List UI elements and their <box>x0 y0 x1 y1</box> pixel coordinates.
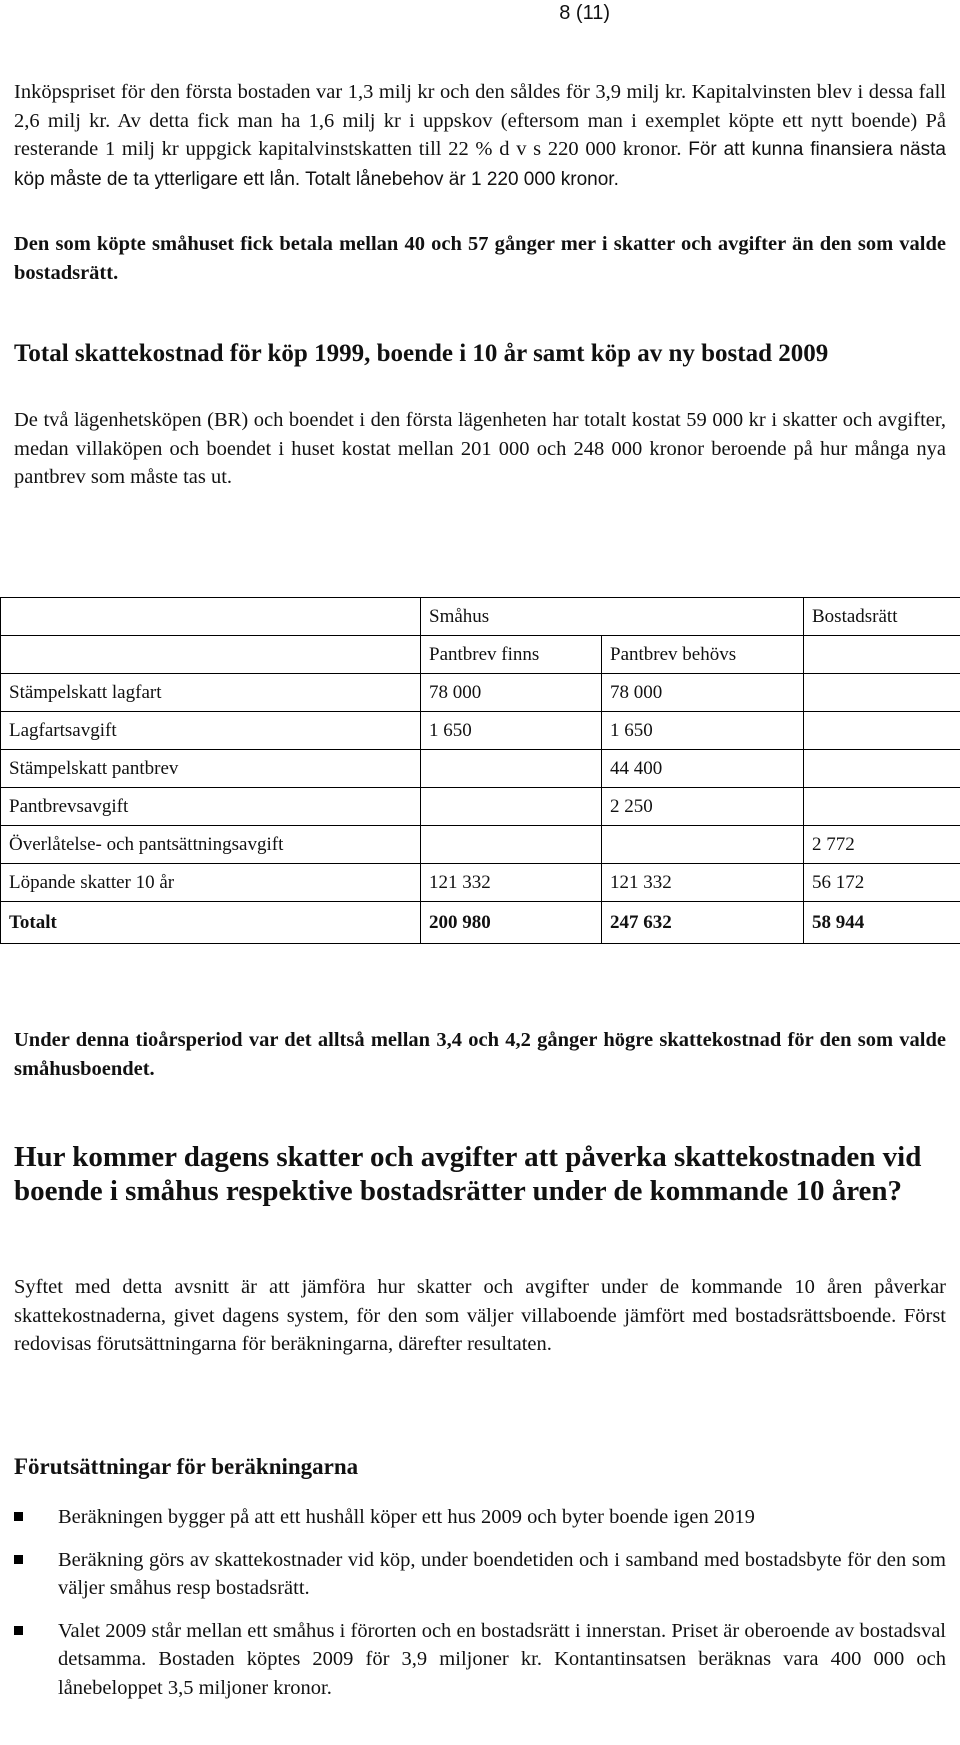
cell-finns <box>421 826 602 864</box>
total-br: 58 944 <box>804 902 960 944</box>
table-row <box>1 750 960 788</box>
cell-finns: 1 650 <box>421 712 602 750</box>
section-future-paragraph <box>14 1273 946 1359</box>
paragraph-text: Syftet med detta avsnitt är att jämföra hur skatter och avgifter under de kommande 10 åren påverkar skattekostnaderna, givet dagens system, för den som väljer villaboende jämfört med bostadsrättsboende. Först redovisas förutsättningarna för beräkningarna, därefter resultaten. <box>14 1276 946 1355</box>
tax-cost-table <box>0 597 960 944</box>
cell-br <box>804 788 960 826</box>
paragraph-text: De två lägenhetsköpen (BR) och boendet i den första lägenheten har totalt kostat 59 000 kr i skatter och avgifter, medan villaköpen och boendet i huset kostat mellan 201 000 och 248 000 kronor beroende på hur många nya pantbrev som måste tas ut. <box>14 409 946 488</box>
section-future-heading <box>14 1140 946 1208</box>
section-assumptions-heading <box>14 1453 946 1481</box>
cell-behovs: 121 332 <box>602 864 804 902</box>
intro-text-serif: Inköpspriset för den första bostaden var 1,3 milj kr och den såldes för 3,9 milj kr. Kapitalvinsten blev i dessa fall 2,6 milj kr. Av detta fick man ha 1,6 milj kr i uppskov (eftersom man i exemplet köpte ett nytt boende) På resterande 1 milj kr uppgick kapitalvinstskatten till 22 % d v s 220 000 kronor. <box>14 81 946 160</box>
total-label: Totalt <box>1 902 421 944</box>
table-row <box>1 788 960 826</box>
cell-behovs: 1 650 <box>602 712 804 750</box>
cell-br <box>804 750 960 788</box>
intro-text-sans: För att kunna finansiera nästa köp måste de ta ytterligare ett lån. Totalt lånebehov är 1 220 000 kronor. <box>14 139 946 190</box>
table-cell <box>602 598 804 636</box>
bullet-square-icon <box>14 1626 23 1635</box>
section-heading: Total skattekostnad för köp 1999, boende i 10 år samt köp av ny bostad 2009 <box>14 340 829 367</box>
list-item-text: Beräkning görs av skattekostnader vid köp, under boendetiden och i samband med bostadsbyte för den som väljer småhus resp bostadsrätt. <box>58 1548 946 1599</box>
table-row <box>1 826 960 864</box>
cell-behovs: 2 250 <box>602 788 804 826</box>
cell-finns <box>421 788 602 826</box>
table-header-row <box>1 598 960 636</box>
table-row <box>1 864 960 902</box>
list-item-text: Beräkningen bygger på att ett hushåll köper ett hus 2009 och byter boende igen 2019 <box>58 1506 755 1528</box>
table-total-row <box>1 902 960 944</box>
conclusion <box>14 1026 946 1083</box>
list-item <box>14 1503 946 1532</box>
section-total-heading <box>14 338 946 370</box>
table-cell <box>1 636 421 674</box>
subheader-pantbrev-behovs: Pantbrev behövs <box>602 636 804 674</box>
section-heading: Förutsättningar för beräkningarna <box>14 1454 359 1479</box>
conclusion-text: Under denna tioårsperiod var det alltså mellan 3,4 och 4,2 gånger högre skattekostnad för den som valde småhusboendet. <box>14 1029 946 1080</box>
cell-br: 56 172 <box>804 864 960 902</box>
row-label: Pantbrevsavgift <box>1 788 421 826</box>
bullet-square-icon <box>14 1555 23 1564</box>
table-cell <box>1 598 421 636</box>
bold-statement-text: Den som köpte småhuset fick betala mellan 40 och 57 gånger mer i skatter och avgifter än den som valde bostadsrätt. <box>14 233 946 284</box>
row-label: Stämpelskatt lagfart <box>1 674 421 712</box>
total-finns: 200 980 <box>421 902 602 944</box>
section-total-paragraph <box>14 406 946 492</box>
row-label: Stämpelskatt pantbrev <box>1 750 421 788</box>
list-item <box>14 1546 946 1603</box>
table-cell <box>804 636 960 674</box>
table-row <box>1 674 960 712</box>
header-bostadsratt: Bostadsrätt <box>804 598 960 636</box>
cell-finns <box>421 750 602 788</box>
table-subheader-row <box>1 636 960 674</box>
cell-behovs: 78 000 <box>602 674 804 712</box>
list-item-text: Valet 2009 står mellan ett småhus i förorten och en bostadsrätt i innerstan. Priset är oberoende av bostadsval detsamma. Bostaden köptes 2009 för 3,9 miljoner kr. Kontantinsatsen beräknas vara 400 000 och lånebeloppet 3,5 miljoner kronor. <box>58 1619 946 1699</box>
cell-behovs <box>602 826 804 864</box>
row-label: Överlåtelse- och pantsättningsavgift <box>1 826 421 864</box>
list-item <box>14 1617 946 1703</box>
intro-paragraph <box>14 78 946 194</box>
assumptions-list <box>14 1503 946 1716</box>
cell-finns: 78 000 <box>421 674 602 712</box>
table-row <box>1 712 960 750</box>
bold-statement <box>14 230 946 287</box>
cell-br <box>804 712 960 750</box>
bullet-square-icon <box>14 1512 23 1521</box>
cell-br: 2 772 <box>804 826 960 864</box>
subheader-pantbrev-finns: Pantbrev finns <box>421 636 602 674</box>
section-heading: Hur kommer dagens skatter och avgifter att påverka skattekostnaden vid boende i småhus respektive bostadsrätter under de kommande 10 åren? <box>14 1141 922 1207</box>
header-smahus: Småhus <box>421 598 602 636</box>
row-label: Löpande skatter 10 år <box>1 864 421 902</box>
total-behovs: 247 632 <box>602 902 804 944</box>
cell-br <box>804 674 960 712</box>
cell-finns: 121 332 <box>421 864 602 902</box>
page-number: 8 (11) <box>559 2 610 24</box>
cell-behovs: 44 400 <box>602 750 804 788</box>
row-label: Lagfartsavgift <box>1 712 421 750</box>
